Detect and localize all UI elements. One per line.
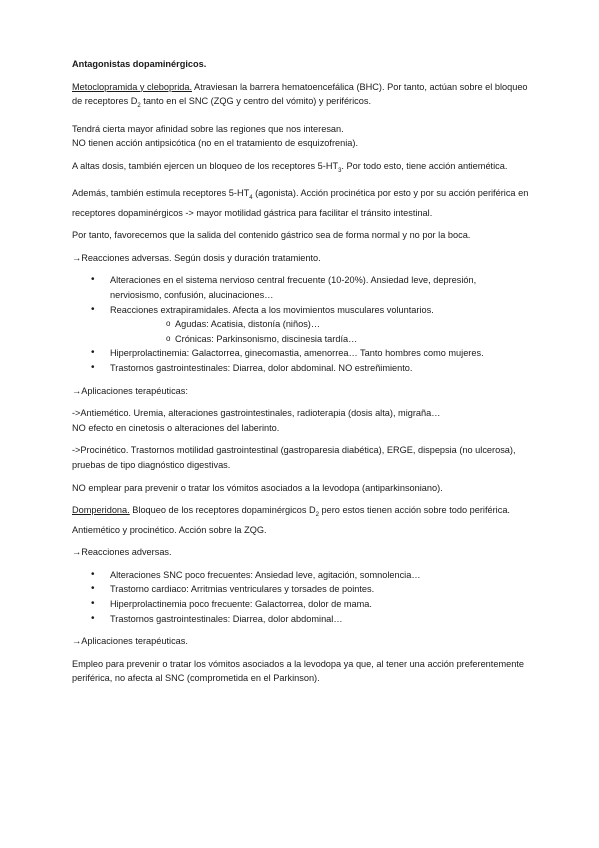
list-item-text: Hiperprolactinemia: Galactorrea, ginecomastia, amenorrea… Tanto hombres como mujeres. xyxy=(110,348,484,359)
reacciones2-list xyxy=(72,568,529,626)
list-item-text: Reacciones extrapiramidales. Afecta a los movimientos musculares voluntarios. xyxy=(110,304,434,315)
list-item xyxy=(72,361,529,376)
domperidona-text: Bloqueo de los receptores dopaminérgicos D xyxy=(129,505,316,516)
metoclopramida-text: Atraviesan la barrera hematoencefálica (BHC). Por tanto, actúan sobre el bloqueo de receptores D xyxy=(72,81,528,107)
list-item-text: Alteraciones en el sistema nervioso central frecuente (10-20%). Ansiedad leve, depresión, nerviosismo, confusión, alucinaciones… xyxy=(110,275,477,301)
subscript-d2: 2 xyxy=(315,511,319,518)
sub-list-item: o Crónicas: Parkinsonismo, discinesia tardía… xyxy=(110,332,529,347)
list-item xyxy=(72,346,529,361)
afinidad-line: Tendrá cierta mayor afinidad sobre las regiones que nos interesan. xyxy=(72,123,344,134)
list-item: • Alteraciones SNC poco frecuentes: Ansiedad leve, agitación, somnolencia… xyxy=(72,568,529,583)
cinetosis-line: NO efecto en cinetosis o alteraciones del laberinto. xyxy=(72,422,280,433)
favorecemos-paragraph: Por tanto, favorecemos que la salida del contenido gástrico sea de forma normal y no por la boca. xyxy=(72,230,471,241)
sub-list-item: o Agudas: Acatisia, distonía (niños)… xyxy=(110,317,529,332)
subscript-ht4: 4 xyxy=(249,195,253,202)
empleo-paragraph: Empleo para prevenir o tratar los vómitos asociados a la levodopa ya que, al tener una acción preferentemente periférica, no afecta al SNC (comprometida en el Parkinson). xyxy=(72,658,524,684)
metoclopramida-text-cont: tanto en el SNC (ZQG y centro del vómito) y periféricos. xyxy=(140,96,371,107)
dosis-paragraph xyxy=(72,159,529,178)
aplicaciones2-heading: →Aplicaciones terapéuticas. xyxy=(72,636,188,647)
no-emplear-paragraph: NO emplear para prevenir o tratar los vómitos asociados a la levodopa (antiparkinsoniano). xyxy=(72,482,443,493)
dosis-text-cont: . Por todo esto, tiene acción antiemética. xyxy=(341,160,508,171)
antipsicotica-line: NO tienen acción antipsicótica (no en el tratamiento de esquizofrenia). xyxy=(72,138,358,149)
list-item: • Trastorno cardiaco: Arritmias ventriculares y torsades de pointes. xyxy=(72,582,529,597)
reacciones-list xyxy=(72,273,529,375)
ademas-text: Además, también estimula receptores 5-HT xyxy=(72,188,250,199)
ademas-text-cont: (agonista). Acción procinética por esto y por su acción periférica en receptores dopaminérgicos -> mayor motilidad gástrica para facilitar el tránsito intestinal. xyxy=(72,188,529,218)
metoclopramida-paragraph xyxy=(72,80,529,114)
reacciones2-heading: →Reacciones adversas. xyxy=(72,547,172,558)
list-item: • Hiperprolactinemia poco frecuente: Galactorrea, dolor de mama. xyxy=(72,597,529,612)
antiemetico-line: ->Antiemético. Uremia, alteraciones gastrointestinales, radioterapia (dosis alta), migraña… xyxy=(72,408,441,419)
ademas-paragraph xyxy=(72,186,529,220)
dosis-text: A altas dosis, también ejercen un bloqueo de los receptores 5-HT xyxy=(72,160,339,171)
aplicaciones-heading: →Aplicaciones terapéuticas: xyxy=(72,385,188,396)
subscript-ht3: 3 xyxy=(338,167,342,174)
antiemetico-paragraph xyxy=(72,406,529,435)
drug-name-metoclopramida: Metoclopramida y cleboprida. xyxy=(72,81,193,92)
procinetico-paragraph: ->Procinético. Trastornos motilidad gastrointestinal (gastroparesia diabética), ERGE, dispepsia (no ulcerosa), pruebas de tipo diagnóstico digestivas. xyxy=(72,445,516,470)
drug-name-domperidona: Domperidona. xyxy=(72,505,130,516)
list-item-text: Trastornos gastrointestinales: Diarrea, dolor abdominal. NO estreñimiento. xyxy=(110,362,413,373)
list-item: • Trastornos gastrointestinales: Diarrea, dolor abdominal… xyxy=(72,612,529,627)
domperidona-text-cont: pero estos tienen acción sobre todo periférica. Antiemético y procinético. Acción sobre la ZQG. xyxy=(72,505,510,535)
page-title: Antagonistas dopaminérgicos. xyxy=(72,59,207,69)
list-item xyxy=(72,303,529,347)
sub-list xyxy=(110,317,529,346)
afinidad-paragraph xyxy=(72,122,529,151)
list-item xyxy=(72,273,529,302)
domperidona-paragraph xyxy=(72,503,529,537)
subscript-d2: 2 xyxy=(137,103,141,110)
reacciones-heading: →Reacciones adversas. Según dosis y duración tratamiento. xyxy=(72,252,321,263)
